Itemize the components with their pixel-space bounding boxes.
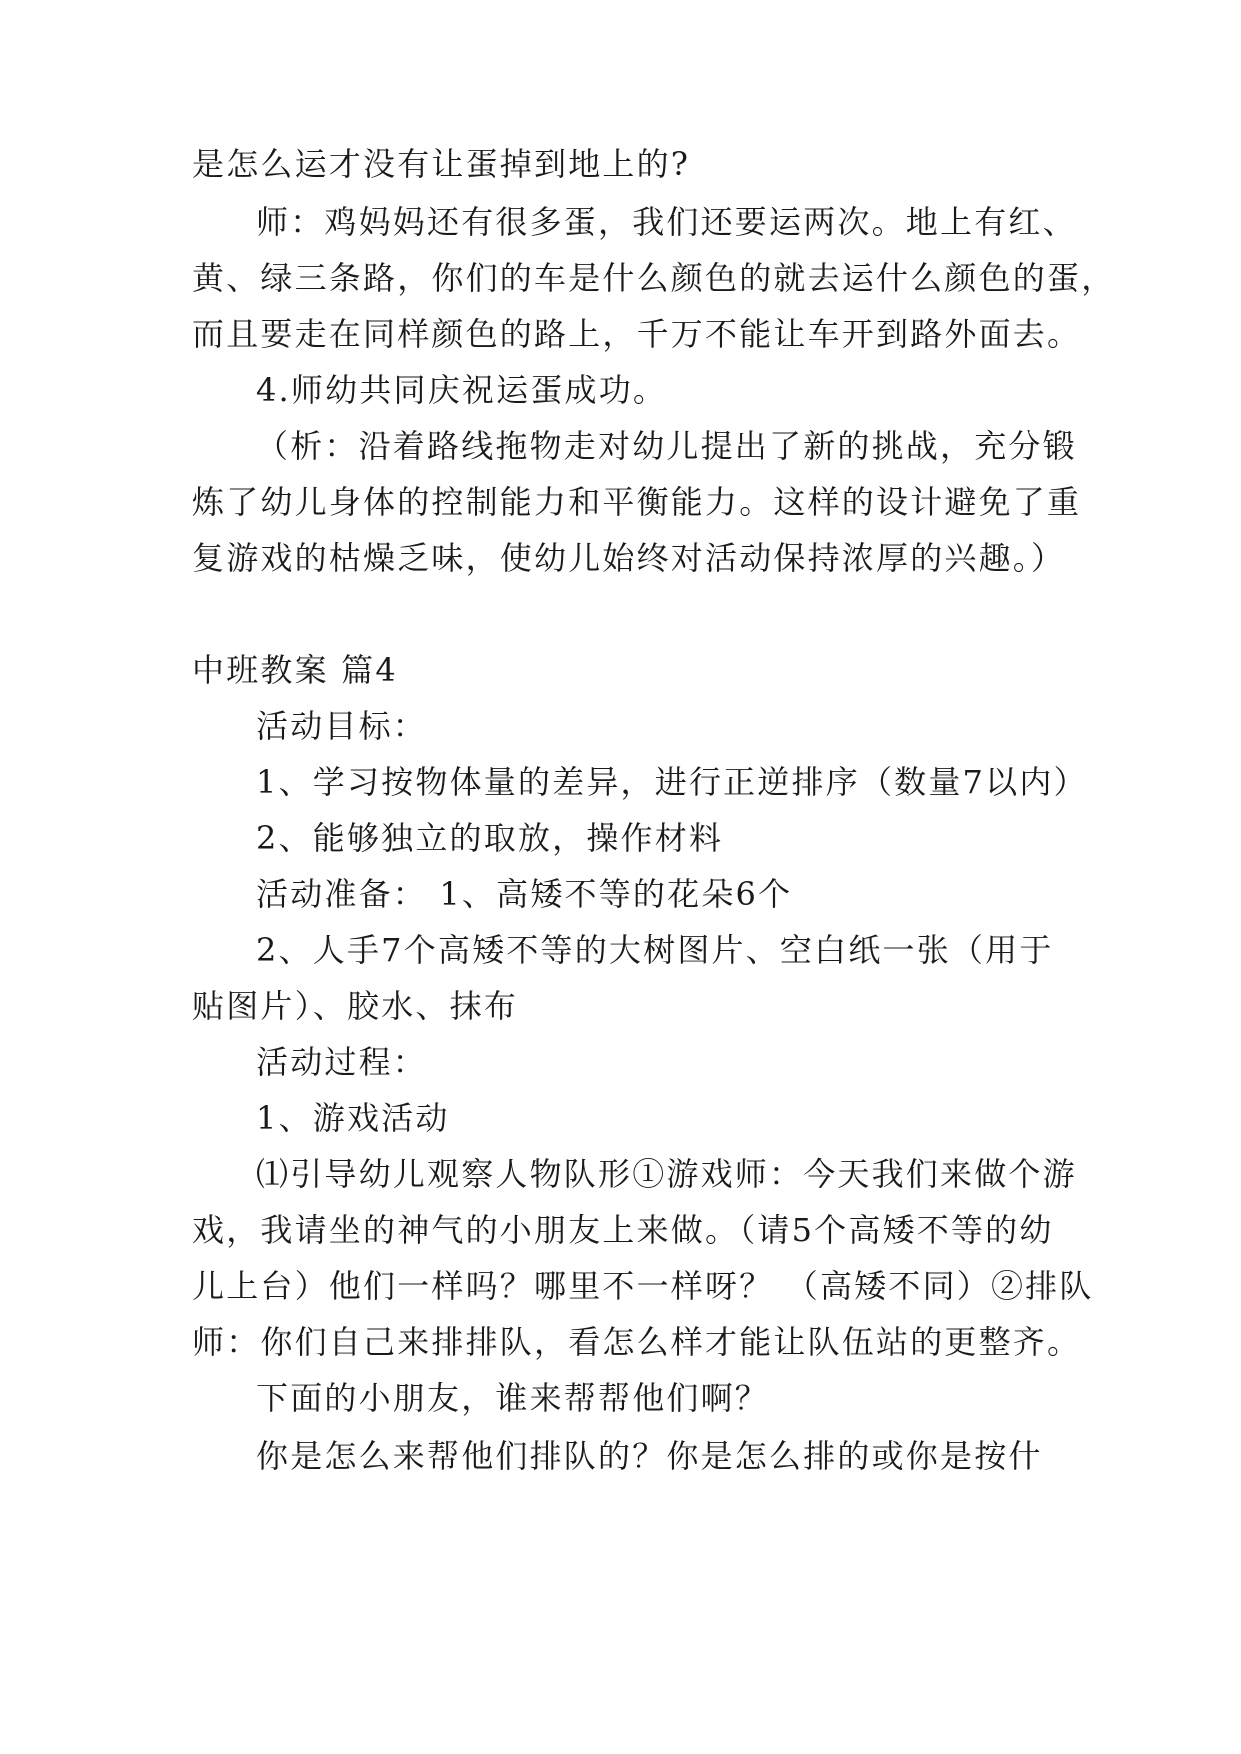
paragraph-line: 1、游戏活动	[256, 1099, 450, 1137]
paragraph-line: 1、学习按物体量的差异，进行正逆排序（数量7以内）	[256, 763, 1088, 801]
paragraph-line: 活动目标：	[256, 707, 428, 745]
paragraph-line: 2、人手7个高矮不等的大树图片、空白纸一张（用于	[256, 931, 1054, 969]
paragraph-line: 而且要走在同样颜色的路上，千万不能让车开到路外面去。	[192, 315, 1082, 353]
paragraph-line: 4.师幼共同庆祝运蛋成功。	[256, 371, 668, 409]
paragraph-line: 2、能够独立的取放，操作材料	[256, 819, 724, 857]
paragraph-line: 贴图片）、胶水、抹布	[192, 987, 519, 1025]
paragraph-line: 活动准备： 1、高矮不等的花朵6个	[256, 875, 793, 913]
paragraph-line: 师：你们自己来排排队，看怎么样才能让队伍站的更整齐。	[192, 1323, 1082, 1361]
paragraph-line: （析：沿着路线拖物走对幼儿提出了新的挑战，充分锻	[256, 427, 1077, 465]
paragraph-line: 戏，我请坐的神气的小朋友上来做。（请5个高矮不等的幼	[192, 1211, 1054, 1249]
paragraph-line: 儿上台）他们一样吗？哪里不一样呀？ （高矮不同）②排队	[192, 1267, 1094, 1305]
paragraph-line: 炼了幼儿身体的控制能力和平衡能力。这样的设计避免了重	[192, 483, 1082, 521]
paragraph-line: 下面的小朋友，谁来帮帮他们啊？	[256, 1379, 770, 1417]
paragraph-line: ⑴引导幼儿观察人物队形①游戏师：今天我们来做个游	[256, 1155, 1077, 1193]
paragraph-line: 师：鸡妈妈还有很多蛋，我们还要运两次。地上有红、	[256, 203, 1077, 241]
paragraph-line: 活动过程：	[256, 1043, 428, 1081]
paragraph-line: 是怎么运才没有让蛋掉到地上的?	[192, 145, 691, 183]
section-heading: 中班教案 篇4	[192, 651, 398, 689]
paragraph-line: 黄、绿三条路，你们的车是什么颜色的就去运什么颜色的蛋，	[192, 259, 1116, 297]
paragraph-line: 你是怎么来帮他们排队的？你是怎么排的或你是按什	[256, 1437, 1043, 1475]
paragraph-line: 复游戏的枯燥乏味，使幼儿始终对活动保持浓厚的兴趣。）	[192, 539, 1066, 577]
